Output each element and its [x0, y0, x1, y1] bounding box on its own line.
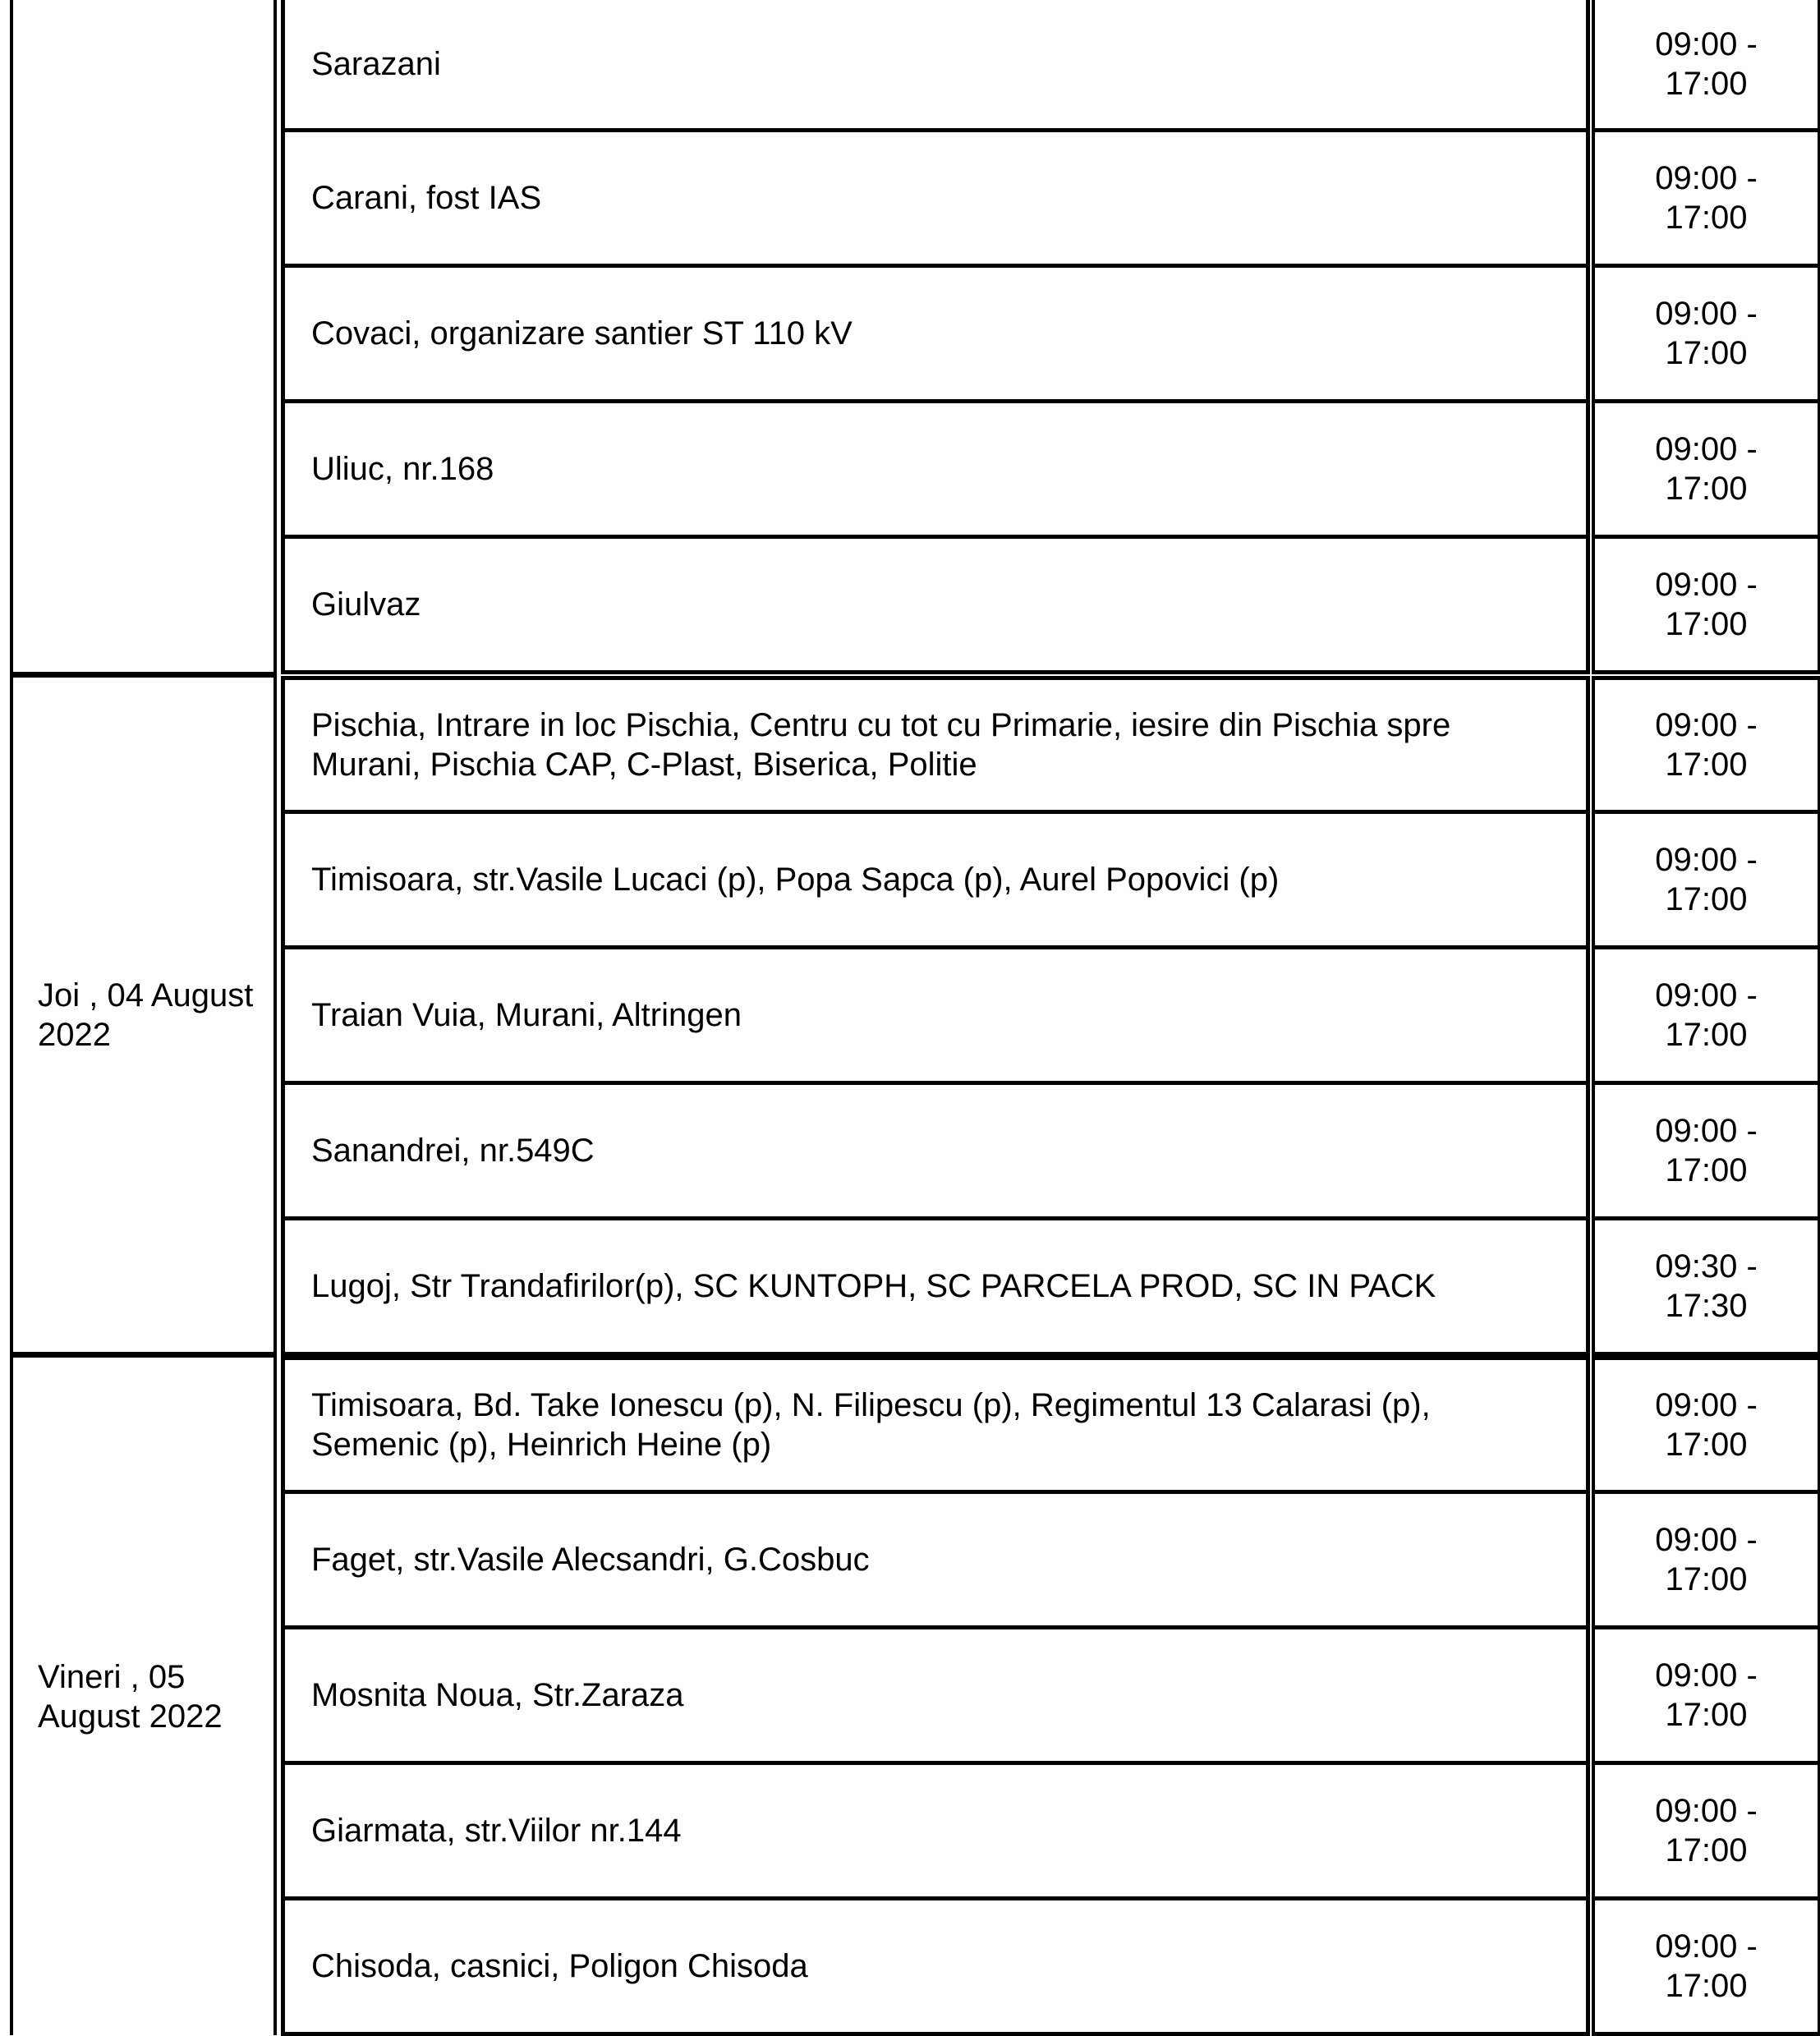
start-time: 09:00 -	[1655, 1113, 1758, 1149]
end-time: 17:00	[1665, 200, 1748, 236]
day-block	[10, 673, 1809, 1356]
time-cell	[1592, 0, 1820, 132]
time-cell	[1592, 676, 1820, 814]
location-cell	[281, 0, 1590, 132]
end-time: 17:00	[1665, 1427, 1748, 1463]
time-range	[1595, 1111, 1818, 1190]
end-time: 17:00	[1665, 1561, 1748, 1597]
time-cell	[1592, 814, 1820, 949]
location-text: Timisoara, str.Vasile Lucaci (p), Popa Sapca (p), Aurel Popovici (p)	[311, 862, 1280, 898]
table-row	[281, 403, 1809, 539]
location-cell	[281, 1085, 1590, 1220]
table-row	[281, 539, 1809, 674]
location-text: Covaci, organizare santier ST 110 kV	[311, 315, 853, 352]
location-text: Chisoda, casnici, Poligon Chisoda	[311, 1948, 808, 1984]
start-time: 09:00 -	[1655, 977, 1758, 1013]
end-time: 17:00	[1665, 1697, 1748, 1733]
day-block	[10, 1354, 1809, 2035]
time-cell	[1592, 1494, 1820, 1629]
end-time: 17:30	[1665, 1288, 1748, 1324]
start-time: 09:00 -	[1655, 1928, 1758, 1965]
end-time: 17:00	[1665, 881, 1748, 917]
table-row	[281, 814, 1809, 949]
time-cell	[1592, 1220, 1820, 1356]
end-time: 17:00	[1665, 1832, 1748, 1868]
table-row	[281, 676, 1809, 814]
time-range	[1595, 1656, 1818, 1735]
day-cell	[10, 673, 277, 1356]
start-time: 09:30 -	[1655, 1248, 1758, 1285]
location-text: Uliuc, nr.168	[311, 451, 494, 487]
rows-group	[281, 1354, 1809, 2035]
start-time: 09:00 -	[1655, 707, 1758, 743]
table-row	[281, 1356, 1809, 1494]
location-text: Lugoj, Str Trandafirilor(p), SC KUNTOPH, SC PARCELA PROD, SC IN PACK	[311, 1268, 1436, 1304]
start-time: 09:00 -	[1655, 1522, 1758, 1558]
location-text: Giulvaz	[311, 586, 421, 623]
time-cell	[1592, 132, 1820, 268]
end-time: 17:00	[1665, 606, 1748, 642]
start-time: 09:00 -	[1655, 296, 1758, 332]
start-time: 09:00 -	[1655, 842, 1758, 878]
time-cell	[1592, 403, 1820, 539]
location-text: Pischia, Intrare in loc Pischia, Centru cu tot cu Primarie, iesire din Pischia spre Murani, Pischia CAP, C-Plast, Biserica, Politie	[311, 707, 1451, 783]
start-time: 09:00 -	[1655, 431, 1758, 467]
time-range	[1595, 976, 1818, 1055]
table-row	[281, 1765, 1809, 1900]
location-text: Timisoara, Bd. Take Ionescu (p), N. Filipescu (p), Regimentul 13 Calarasi (p), Semenic (p), Heinrich Heine (p)	[311, 1387, 1431, 1463]
location-cell	[281, 1900, 1590, 2036]
time-cell	[1592, 1085, 1820, 1220]
end-time: 17:00	[1665, 471, 1748, 507]
time-range	[1595, 1520, 1818, 1599]
start-time: 09:00 -	[1655, 1657, 1758, 1694]
location-text: Faget, str.Vasile Alecsandri, G.Cosbuc	[311, 1542, 870, 1578]
day-label: Joi , 04 August 2022	[38, 977, 254, 1053]
table-row	[281, 1085, 1809, 1220]
end-time: 17:00	[1665, 747, 1748, 783]
table-row	[281, 1220, 1809, 1356]
time-range	[1595, 1247, 1818, 1326]
time-cell	[1592, 1356, 1820, 1494]
location-cell	[281, 1494, 1590, 1629]
day-label: Vineri , 05 August 2022	[38, 1658, 223, 1735]
location-cell	[281, 814, 1590, 949]
location-cell	[281, 268, 1590, 403]
time-cell	[1592, 268, 1820, 403]
location-cell	[281, 403, 1590, 539]
location-cell	[281, 1220, 1590, 1356]
time-cell	[1592, 1765, 1820, 1900]
table-row	[281, 1494, 1809, 1629]
time-range	[1595, 705, 1818, 784]
time-range	[1595, 840, 1818, 919]
start-time: 09:00 -	[1655, 1793, 1758, 1829]
location-text: Mosnita Noua, Str.Zaraza	[311, 1677, 684, 1713]
end-time: 17:00	[1665, 1968, 1748, 2004]
end-time: 17:00	[1665, 1152, 1748, 1188]
location-text: Sarazani	[311, 46, 441, 82]
time-range	[1595, 159, 1818, 237]
location-text: Giarmata, str.Viilor nr.144	[311, 1813, 682, 1849]
location-cell	[281, 1629, 1590, 1765]
location-text: Carani, fost IAS	[311, 180, 542, 216]
time-range	[1595, 25, 1818, 103]
table-row	[281, 132, 1809, 268]
table-row	[281, 1900, 1809, 2036]
time-cell	[1592, 1900, 1820, 2036]
rows-group	[281, 0, 1809, 676]
table-row	[281, 949, 1809, 1085]
day-cell	[10, 0, 277, 676]
time-cell	[1592, 949, 1820, 1085]
location-cell	[281, 539, 1590, 674]
time-range	[1595, 1791, 1818, 1870]
end-time: 17:00	[1665, 66, 1748, 102]
location-cell	[281, 949, 1590, 1085]
time-range	[1595, 1386, 1818, 1464]
table-row	[281, 268, 1809, 403]
time-cell	[1592, 1629, 1820, 1765]
time-cell	[1592, 539, 1820, 674]
end-time: 17:00	[1665, 1017, 1748, 1053]
day-block	[10, 0, 1809, 676]
table-row	[281, 1629, 1809, 1765]
location-text: Traian Vuia, Murani, Altringen	[311, 997, 742, 1033]
time-range	[1595, 294, 1818, 373]
rows-group	[281, 673, 1809, 1356]
time-range	[1595, 430, 1818, 508]
location-cell	[281, 1356, 1590, 1494]
start-time: 09:00 -	[1655, 567, 1758, 603]
table-row	[281, 0, 1809, 132]
end-time: 17:00	[1665, 335, 1748, 371]
time-range	[1595, 1927, 1818, 2006]
start-time: 09:00 -	[1655, 160, 1758, 196]
time-range	[1595, 565, 1818, 644]
location-cell	[281, 132, 1590, 268]
location-text: Sanandrei, nr.549C	[311, 1133, 595, 1169]
start-time: 09:00 -	[1655, 26, 1758, 62]
start-time: 09:00 -	[1655, 1387, 1758, 1423]
day-cell	[10, 1354, 277, 2035]
location-cell	[281, 676, 1590, 814]
location-cell	[281, 1765, 1590, 1900]
